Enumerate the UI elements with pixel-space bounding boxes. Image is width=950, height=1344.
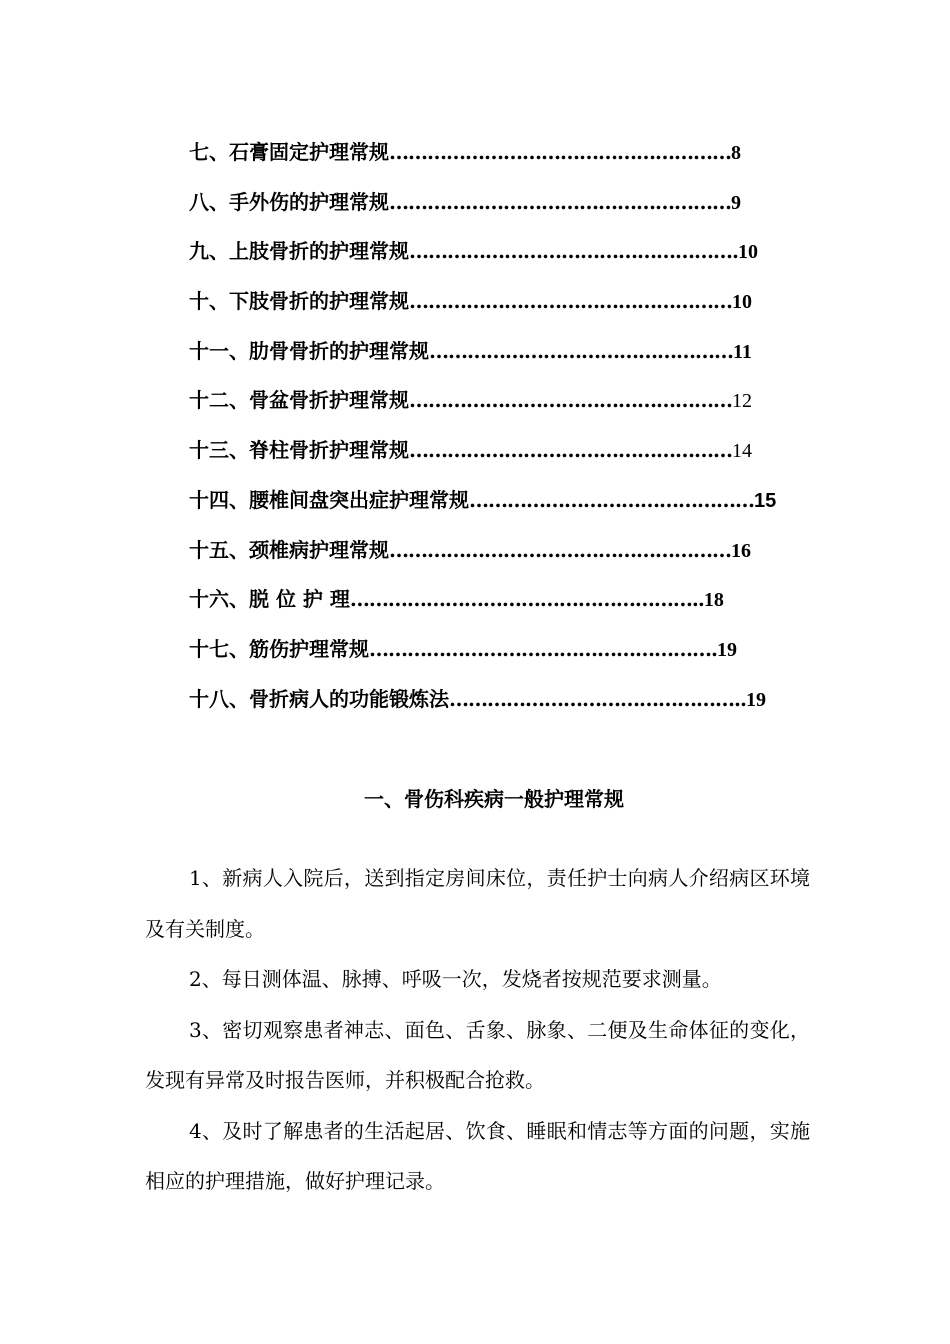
toc-entry-leader: ………………………………………………	[389, 537, 731, 562]
toc-entry-leader: ……………………………………………….	[369, 636, 717, 661]
toc-entry-leader: ………………………………………………..	[349, 587, 704, 612]
toc-entry[interactable]	[189, 184, 789, 234]
toc-entry-page: 14	[732, 440, 752, 463]
toc-entry-leader: ……………………………………………	[409, 289, 732, 314]
toc-entry-label: 十一、肋骨骨折的护理常规	[189, 338, 429, 363]
toc-entry[interactable]	[189, 382, 789, 432]
section-body	[145, 853, 810, 1207]
toc-entry-page: 19	[745, 688, 766, 711]
toc-entry[interactable]	[189, 134, 789, 184]
toc-entry-label: 七、石膏固定护理常规	[189, 140, 389, 164]
section-heading: 一、骨伤科疾病一般护理常规	[364, 787, 624, 811]
toc-entry-label: 十四、腰椎间盘突出症护理常规	[189, 487, 469, 512]
paragraph: 2、每日测体温、脉搏、呼吸一次，发烧者按规范要求测量。	[189, 967, 722, 991]
toc-entry-label: 十三、脊柱骨折护理常规	[189, 438, 409, 463]
toc-entry[interactable]	[189, 681, 789, 731]
toc-entry[interactable]	[189, 333, 789, 383]
toc-entry[interactable]	[189, 532, 789, 582]
toc-entry-label: 十七、筋伤护理常规	[189, 636, 369, 661]
toc-entry-page: 8	[731, 142, 741, 164]
toc-entry-page: 11	[733, 340, 752, 363]
toc-entry-label: 九、上肢骨折的护理常规	[189, 239, 409, 264]
toc-entry[interactable]	[189, 482, 789, 532]
toc-entry-leader: ……………………………………………	[409, 438, 732, 463]
toc-entry-page: 18	[703, 589, 724, 612]
toc-entry-label: 十六、脱 位 护 理	[189, 587, 350, 612]
toc-entry-label: 十五、颈椎病护理常规	[189, 537, 389, 562]
toc-entry-leader: …………………………………………….	[409, 239, 738, 264]
toc-entry[interactable]	[189, 233, 789, 283]
toc-entry[interactable]	[189, 631, 789, 681]
toc-entry-page: 16	[731, 539, 751, 562]
toc-entry[interactable]	[189, 581, 789, 631]
toc-entry-leader: …………………………………………	[429, 338, 733, 363]
toc-entry-label: 十、下肢骨折的护理常规	[189, 289, 409, 314]
toc-entry-page: 10	[737, 241, 758, 264]
toc-entry-page: 15	[754, 489, 777, 512]
paragraph: 4、及时了解患者的生活起居、饮食、睡眠和情志等方面的问题，实施相应的护理措施，做好护理记录。	[145, 1118, 810, 1193]
toc-entry-page: 12	[732, 390, 752, 413]
toc-entry-leader: ………………………………………	[469, 487, 754, 512]
toc-entry-label: 十八、骨折病人的功能锻炼法	[189, 686, 449, 711]
toc-entry[interactable]	[189, 283, 789, 333]
toc-entry-label: 八、手外伤的护理常规	[189, 189, 389, 214]
toc-entry-leader: ………………………………………………	[389, 140, 731, 164]
toc-entry-leader: ………………………………………………	[389, 189, 731, 214]
paragraph: 3、密切观察患者神志、面色、舌象、脉象、二便及生命体征的变化，发现有异常及时报告医师，并积极配合抢救。	[145, 1017, 810, 1092]
toc-entry[interactable]	[189, 432, 789, 482]
toc-entry-leader: ………………………………………..	[449, 686, 746, 711]
toc-entry-label: 十二、骨盆骨折护理常规	[189, 388, 409, 413]
toc-entry-page: 10	[732, 291, 752, 314]
toc-entry-page: 19	[716, 638, 737, 661]
table-of-contents	[189, 134, 789, 730]
toc-entry-leader: ……………………………………………	[409, 388, 732, 413]
toc-entry-page: 9	[731, 191, 741, 214]
paragraph: 1、新病人入院后，送到指定房间床位，责任护士向病人介绍病区环境及有关制度。	[145, 866, 810, 941]
